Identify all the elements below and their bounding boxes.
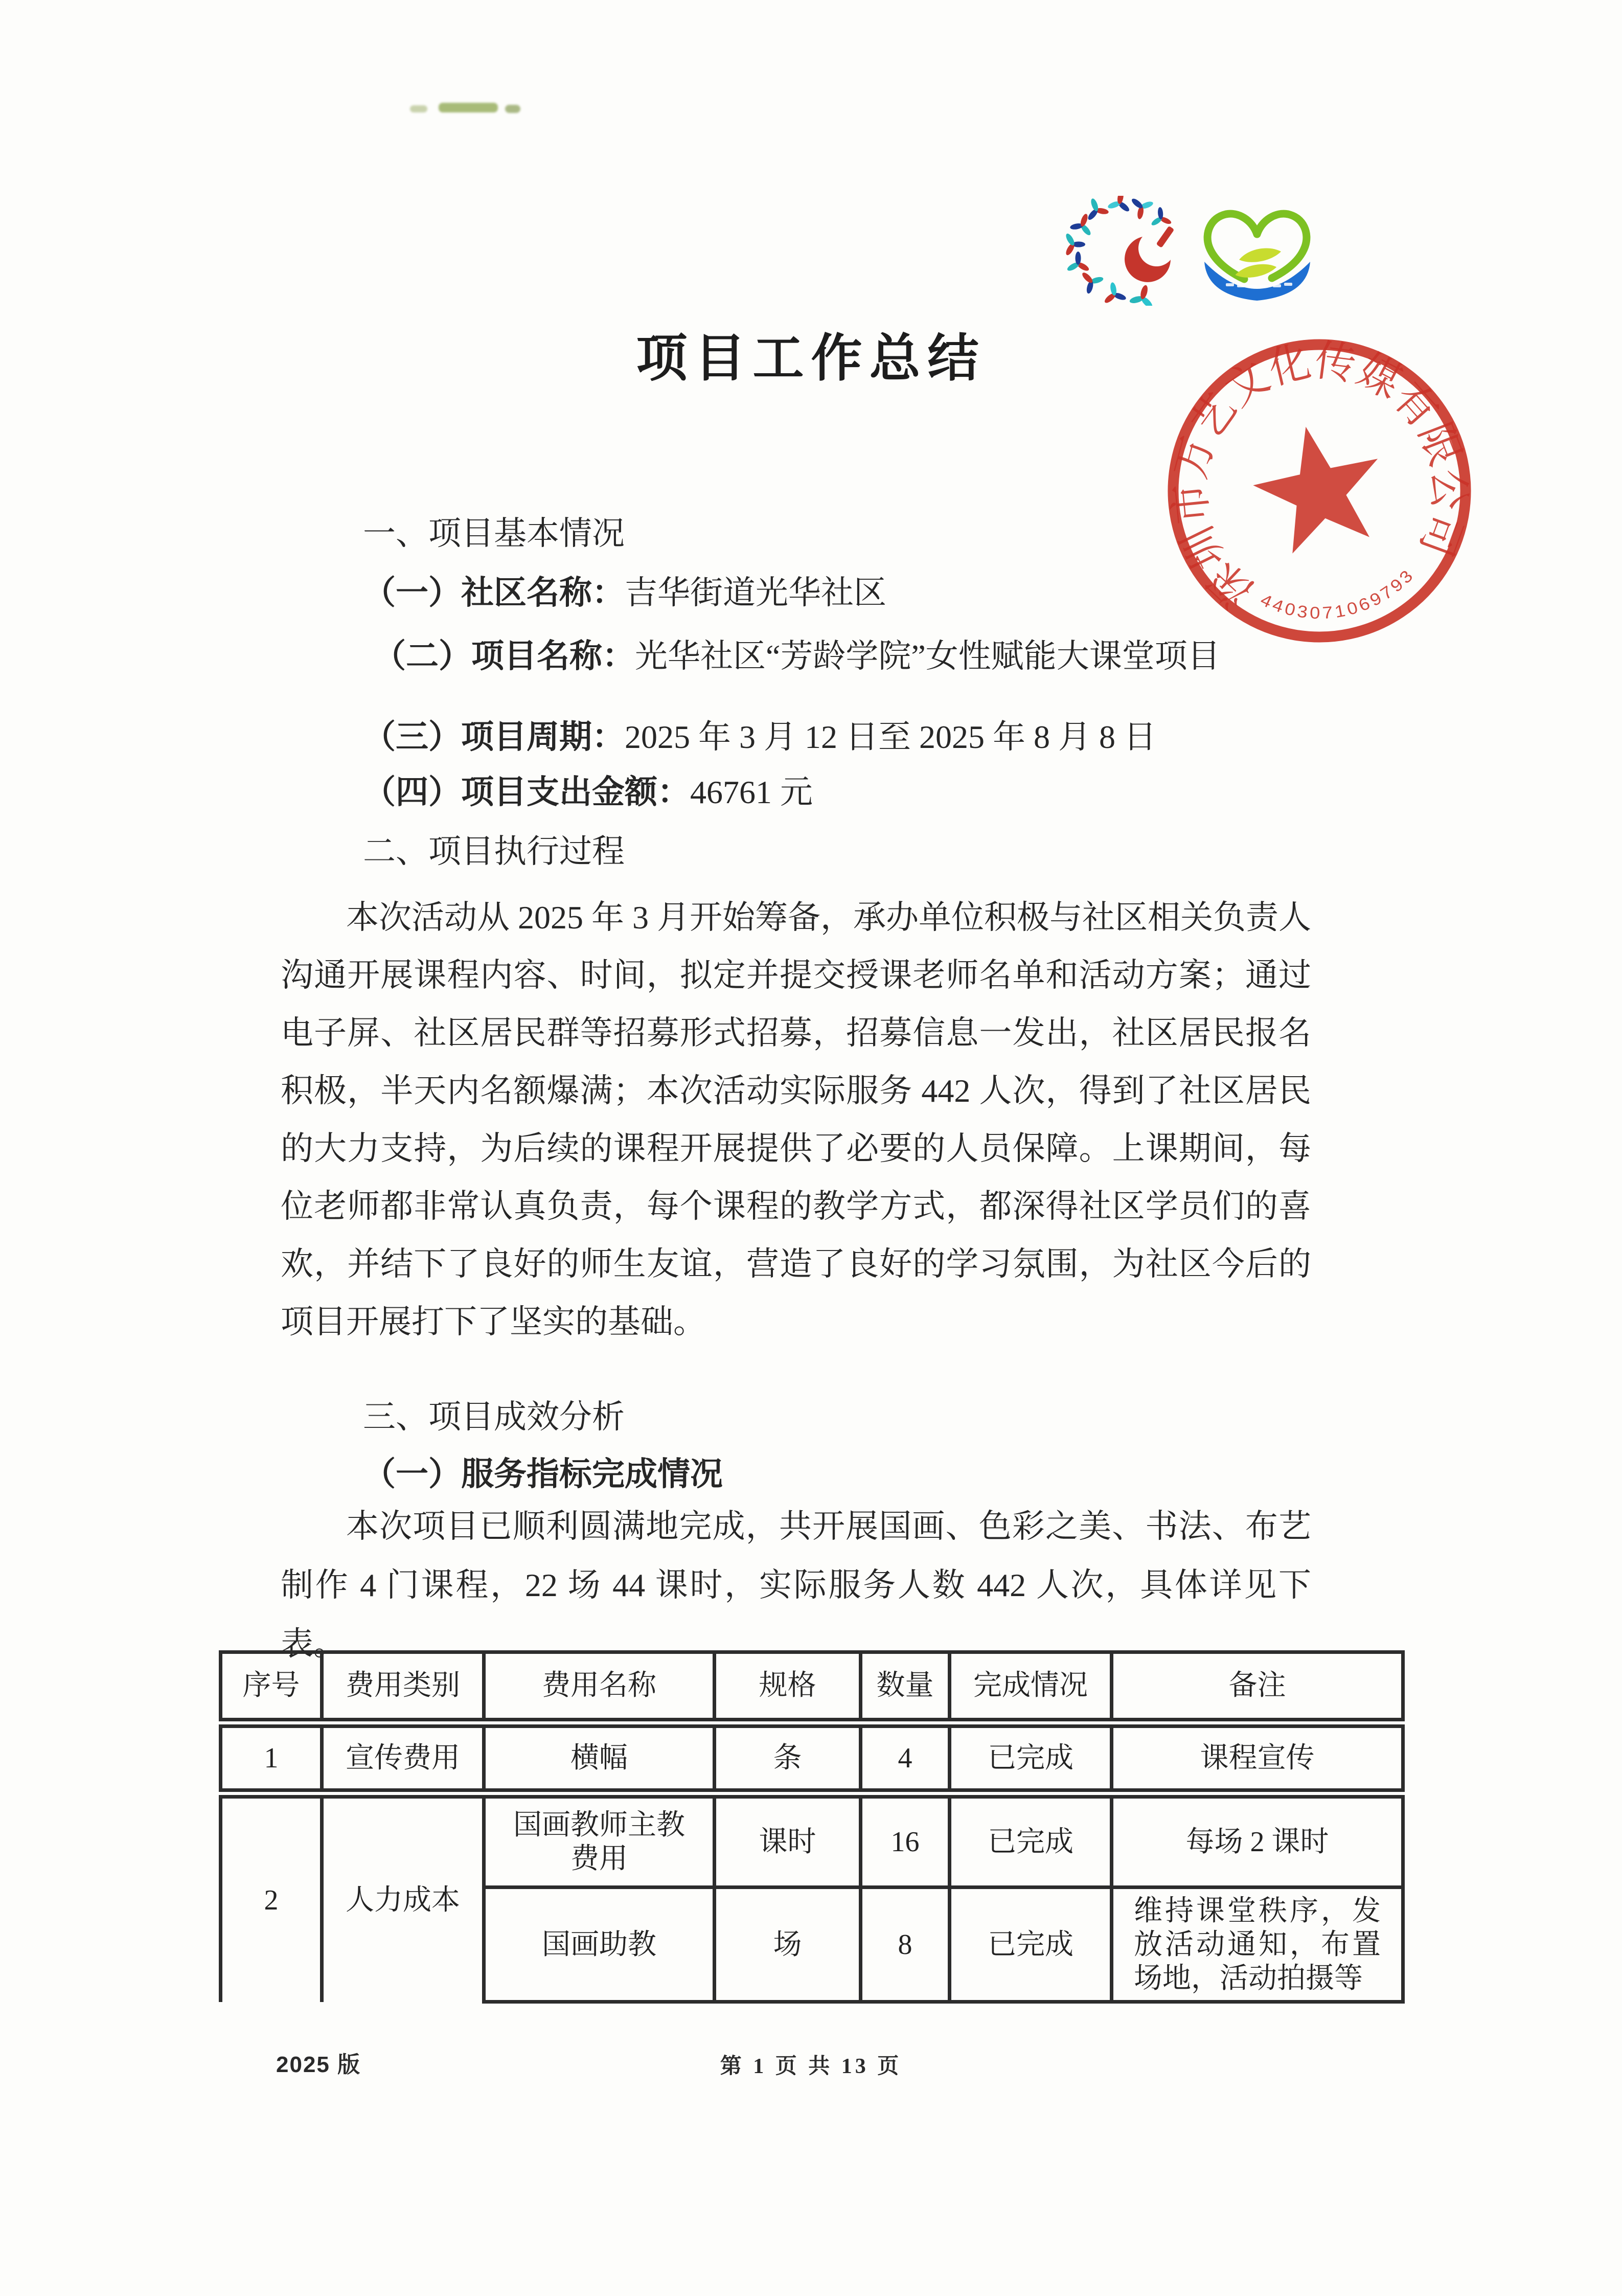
footer-version: 2025 版 <box>276 2052 361 2077</box>
cell-qty: 4 <box>861 1723 950 1793</box>
cell-status: 已完成 <box>950 1888 1112 2002</box>
cell-no: 2 <box>221 1793 322 2002</box>
execution-paragraph: 本次活动从 2025 年 3 月开始筹备，承办单位积极与社区相关负责人沟通开展课程内容、时间，拟定并提交授课老师名单和活动方案；通过电子屏、社区居民群等招募形式招募，招募信息一发出，社区居民报名积极，半天内名额爆满；本次活动实际服务 442 人次，得到了社区居民的大力支持，为后续的课程开展提供了必要的人员保障。上课期间，每位老师都非常认真负责，每个课程的教学方式，都深得社区学员们的喜欢，并结下了良好的师生友谊，营造了良好的学习氛围，为社区今后的项目开展打下了坚实的基础。 <box>281 899 1311 1340</box>
cell-remark: 课程宣传 <box>1112 1723 1403 1793</box>
cell-name: 横幅 <box>484 1723 715 1793</box>
heart-sprout-bowl-logo-icon <box>1192 197 1322 304</box>
cell-status: 已完成 <box>950 1793 1112 1888</box>
cell-qty: 8 <box>861 1888 950 2002</box>
col-header-remark: 备注 <box>1112 1652 1403 1723</box>
section-3-heading: 三、项目成效分析 <box>363 1399 625 1435</box>
cell-qty: 16 <box>861 1793 950 1888</box>
table-row <box>221 1723 1403 1793</box>
cell-spec: 场 <box>715 1888 861 2002</box>
col-header-status: 完成情况 <box>950 1652 1112 1723</box>
footer-page-number: 第 1 页 共 13 页 <box>720 2055 902 2078</box>
col-header-no: 序号 <box>221 1652 322 1723</box>
col-header-name: 费用名称 <box>484 1652 715 1723</box>
cell-category: 人力成本 <box>322 1793 484 2002</box>
cell-name: 国画助教 <box>484 1888 715 2002</box>
star-icon <box>1244 414 1393 559</box>
section-1-heading: 一、项目基本情况 <box>363 515 625 552</box>
section-2-heading: 二、项目执行过程 <box>363 833 625 870</box>
cell-spec: 条 <box>715 1723 861 1793</box>
stamp-company-name: 深圳市万艺文化传媒有限公司 <box>1164 336 1473 617</box>
item-label: （二）项目名称： <box>373 638 635 674</box>
item-value: 吉华街道光华社区 <box>625 575 886 611</box>
cell-spec: 课时 <box>715 1793 861 1888</box>
cell-remark: 每场 2 课时 <box>1112 1793 1403 1888</box>
item-label: （一）社区名称： <box>363 575 625 611</box>
cell-remark: 维持课堂秩序，发放活动通知，布置场地，活动拍摄等 <box>1112 1888 1403 2002</box>
service-indicator-table <box>219 1650 1405 2004</box>
table-header-row <box>221 1652 1403 1723</box>
item-community-name <box>363 566 886 613</box>
scan-smudge-artifact <box>439 103 498 112</box>
results-paragraph: 本次项目已顺利圆满地完成，共开展国画、色彩之美、书法、布艺制作 4 门课程，22 场 44 课时，实际服务人数 442 人次，具体详见下表。 <box>281 1508 1311 1662</box>
svg-text:4403071069793 <box>1254 558 1424 637</box>
party-emblem-butterfly-heart-logo-icon <box>1066 196 1191 306</box>
item-value: 46761 元 <box>690 774 813 810</box>
cell-name: 国画教师主教费用 <box>484 1793 715 1888</box>
table-row <box>221 1793 1403 1888</box>
page-title: 项目工作总结 <box>636 330 986 387</box>
col-header-spec: 规格 <box>715 1652 861 1723</box>
butterfly-pinwheels <box>1066 196 1176 306</box>
item-project-expense <box>363 766 813 813</box>
cell-status: 已完成 <box>950 1723 1112 1793</box>
hammer-sickle-icon <box>1125 226 1174 282</box>
item-value: 光华社区“芳龄学院”女性赋能大课堂项目 <box>635 638 1220 674</box>
item-label: （四）项目支出金额： <box>363 774 690 810</box>
scan-smudge-artifact <box>410 105 427 112</box>
cell-no: 1 <box>221 1723 322 1793</box>
item-project-name <box>373 630 1220 677</box>
item-project-period <box>363 711 1156 758</box>
item-label: （三）项目周期： <box>363 719 625 755</box>
company-seal-stamp <box>1158 330 1480 652</box>
section-3-subheading: （一）服务指标完成情况 <box>363 1456 723 1492</box>
item-value: 2025 年 3 月 12 日至 2025 年 8 月 8 日 <box>625 719 1156 755</box>
col-header-category: 费用类别 <box>322 1652 484 1723</box>
cell-category: 宣传费用 <box>322 1723 484 1793</box>
scan-smudge-artifact <box>505 105 520 113</box>
stamp-serial-number: 4403071069793 <box>1258 565 1418 623</box>
col-header-qty: 数量 <box>861 1652 950 1723</box>
